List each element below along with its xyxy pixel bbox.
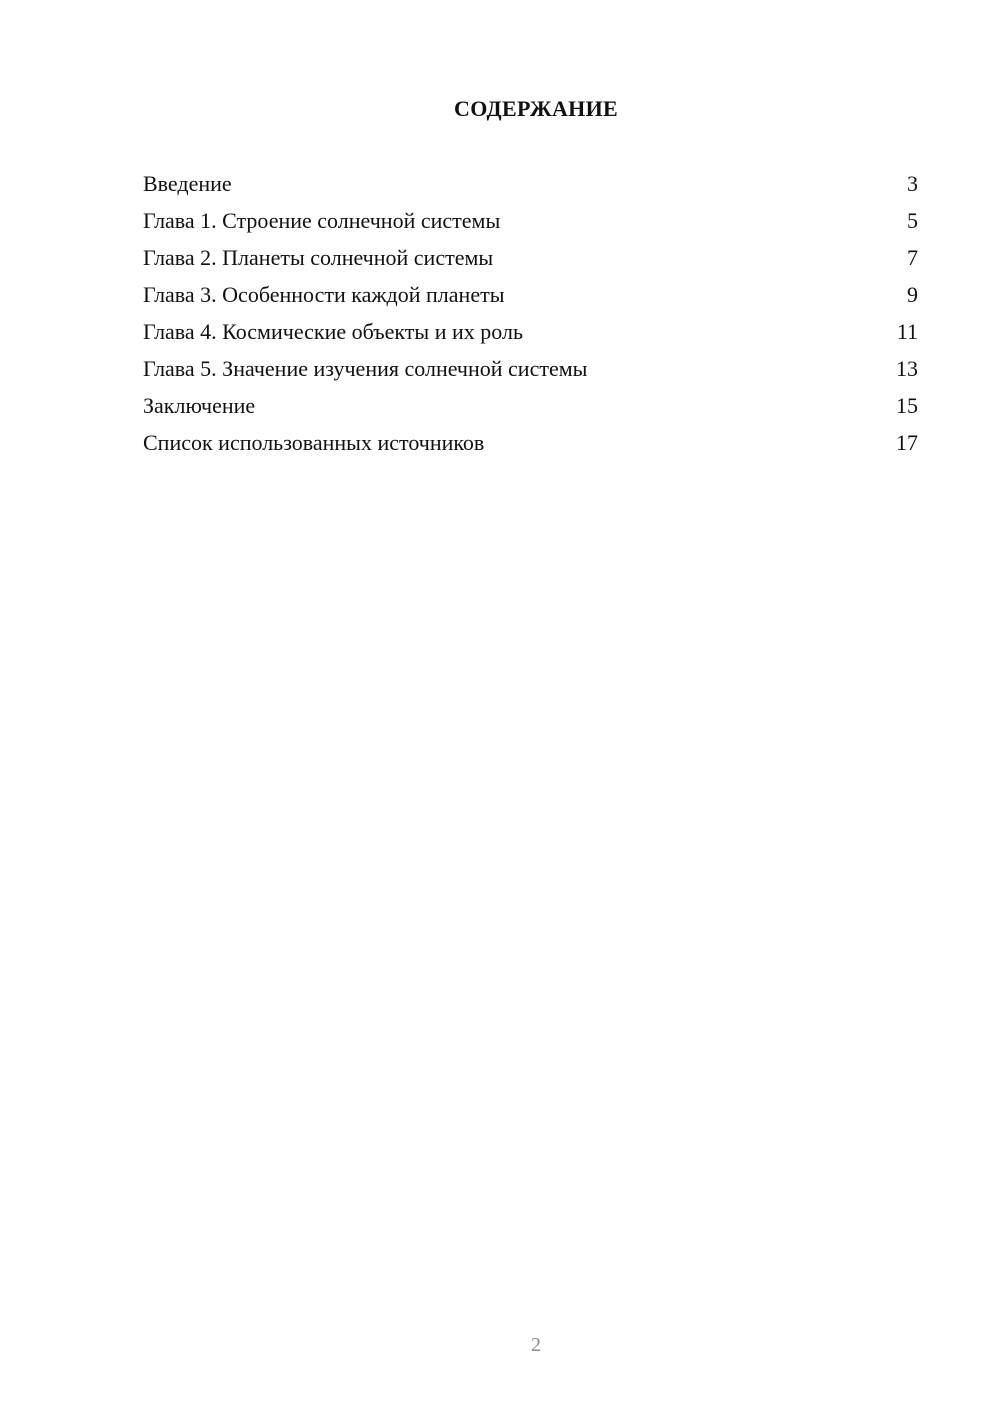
- toc-entry-page: 9: [907, 282, 918, 307]
- toc-entry-page: 11: [896, 319, 918, 344]
- page-title: СОДЕРЖАНИЕ: [454, 96, 618, 121]
- toc-entry-label: Глава 2. Планеты солнечной системы: [143, 245, 494, 270]
- page-number: 2: [531, 1334, 541, 1356]
- toc-entry-page: 5: [907, 208, 918, 233]
- table-of-contents: [143, 169, 918, 465]
- toc-entry-introduction: [143, 169, 918, 206]
- toc-entry-label: Заключение: [143, 393, 256, 418]
- toc-entry-chapter-2: [143, 243, 918, 280]
- toc-entry-label: Глава 3. Особенности каждой планеты: [143, 282, 505, 307]
- toc-entry-label: Глава 5. Значение изучения солнечной системы: [143, 356, 588, 381]
- toc-entry-label: Глава 4. Космические объекты и их роль: [143, 319, 523, 344]
- toc-entry-page: 17: [896, 430, 918, 455]
- toc-entry-label: Глава 1. Строение солнечной системы: [143, 208, 501, 233]
- toc-entry-chapter-1: [143, 206, 918, 243]
- toc-entry-page: 7: [907, 245, 918, 270]
- toc-entry-chapter-5: [143, 354, 918, 391]
- toc-entry-label: Список использованных источников: [143, 430, 485, 455]
- toc-entry-page: 15: [896, 393, 918, 418]
- toc-entry-page: 3: [907, 171, 918, 196]
- toc-entry-label: Введение: [143, 171, 232, 196]
- toc-entry-chapter-4: [143, 317, 918, 354]
- toc-entry-page: 13: [896, 356, 918, 381]
- toc-entry-conclusion: [143, 391, 918, 428]
- toc-entry-references: [143, 428, 918, 465]
- toc-entry-chapter-3: [143, 280, 918, 317]
